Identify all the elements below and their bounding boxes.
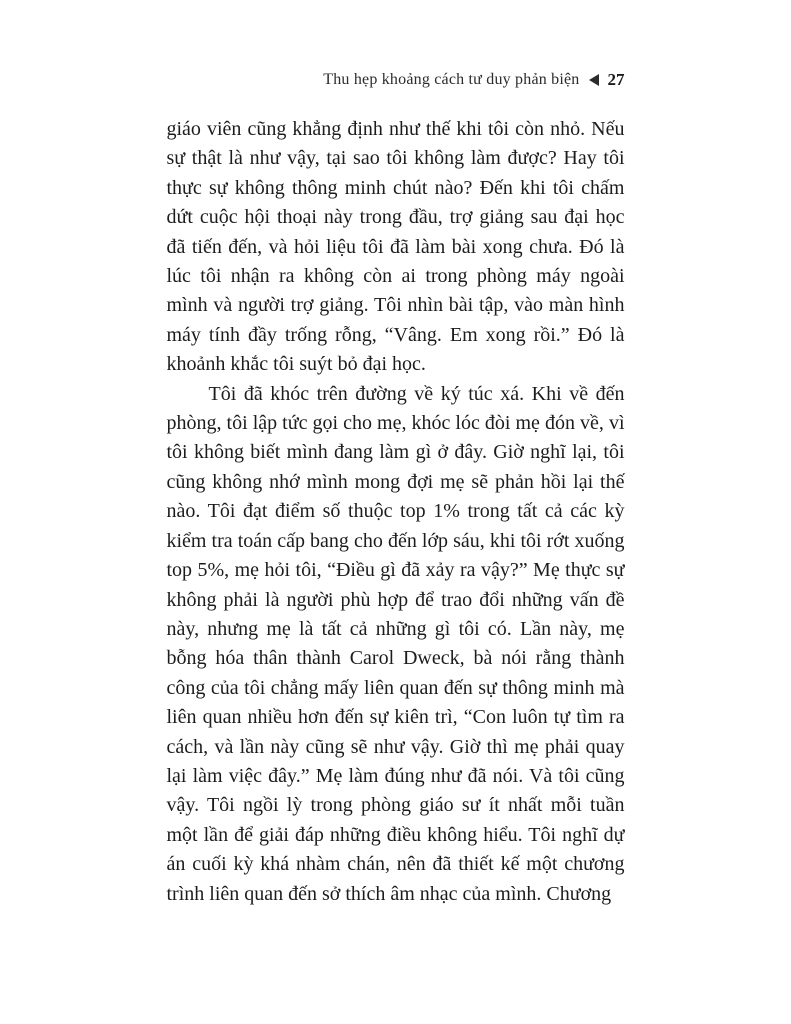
paragraph: Tôi đã khóc trên đường về ký túc xá. Khi về đến phòng, tôi lập tức gọi cho mẹ, khóc lóc đòi mẹ đón về, vì tôi không biết mình đang làm gì ở đây. Giờ nghĩ lại, tôi cũng không nhớ mình mong đợi mẹ sẽ phản hồi lại thế nào. Tôi đạt điểm số thuộc top 1% trong tất cả các kỳ kiểm tra toán cấp bang cho đến lớp sáu, khi tôi rớt xuống top 5%, mẹ hỏi tôi, “Điều gì đã xảy ra vậy?” Mẹ thực sự không phải là người phù hợp để trao đổi những vấn đề này, nhưng mẹ là tất cả những gì tôi có. Lần này, mẹ bỗng hóa thân thành Carol Dweck, bà nói rằng thành công của tôi chẳng mấy liên quan đến sự thông minh mà liên quan nhiều hơn đến sự kiên trì, “Con luôn tự tìm ra cách, và lần này cũng sẽ như vậy. Giờ thì mẹ phải quay lại làm việc đây.” Mẹ làm đúng như đã nói. Và tôi cũng vậy. Tôi ngồi lỳ trong phòng giáo sư ít nhất mỗi tuần một lần để giải đáp những điều không hiểu. Tôi nghĩ dự án cuối kỳ khá nhàm chán, nên đã thiết kế một chương trình liên quan đến sở thích âm nhạc của mình. Chương [166,382,625,905]
paragraph: giáo viên cũng khẳng định như thế khi tôi còn nhỏ. Nếu sự thật là như vậy, tại sao tôi không làm được? Hay tôi thực sự không thông minh chút nào? Đến khi tôi chấm dứt cuộc hội thoại này trong đầu, trợ giảng sau đại học đã tiến đến, và hỏi liệu tôi đã làm bài xong chưa. Đó là lúc tôi nhận ra không còn ai trong phòng máy ngoài mình và người trợ giảng. Tôi nhìn bài tập, vào màn hình máy tính đầy trống rỗng, “Vâng. Em xong rồi.” Đó là khoảnh khắc tôi suýt bỏ đại học. [166,118,625,376]
left-triangle-icon [589,74,599,86]
page-header [167,70,625,90]
page-content [167,0,625,909]
page-body [167,115,625,909]
running-title: Thu hẹp khoảng cách tư duy phản biện [323,71,580,88]
page-number: 27 [607,70,625,89]
